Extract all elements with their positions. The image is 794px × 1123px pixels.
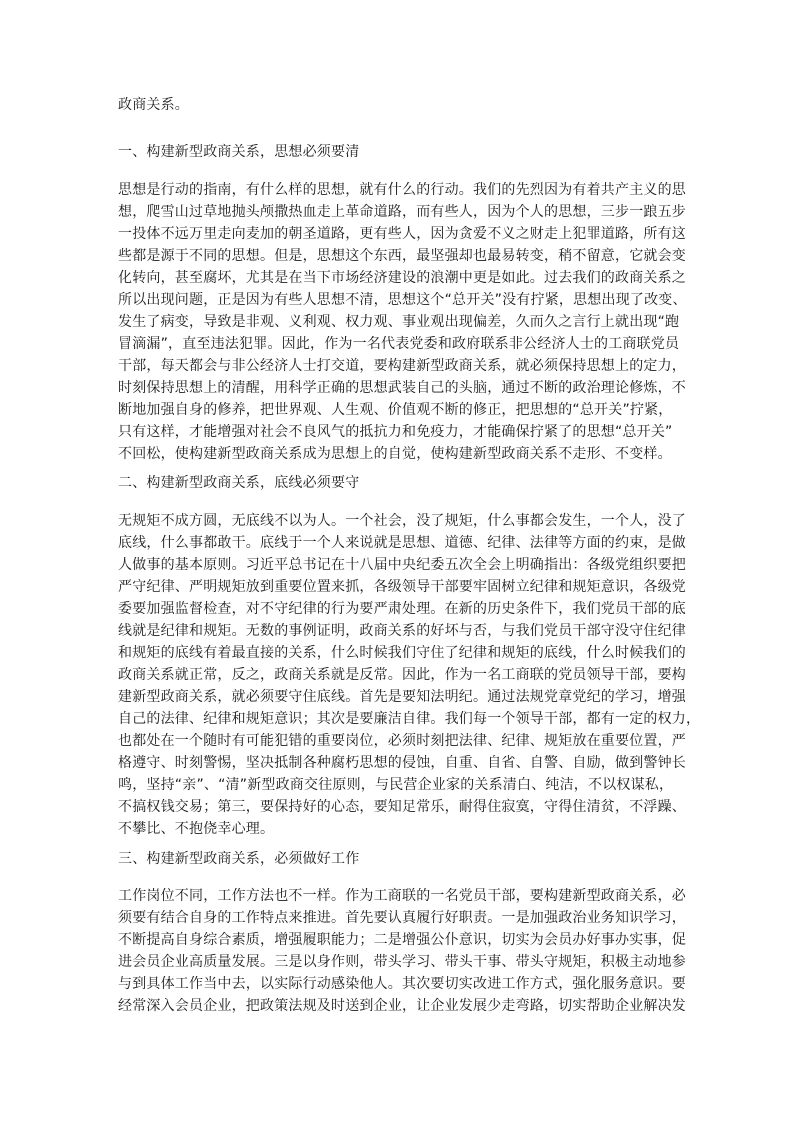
section-3-heading: 三、构建新型政商关系，必须做好工作 [118,851,360,867]
paragraph-line: 思想是行动的指南，有什么样的思想，就有什么的行动。我们的先烈因为有着共产主义的思 [118,182,686,198]
paragraph-line: 经常深入会员企业，把政策法规及时送到企业，让企业发展少走弯路，切实帮助企业解决发 [118,998,686,1014]
paragraph-line: 想，爬雪山过草地抛头颅撒热血走上革命道路，而有些人，因为个人的思想，三步一踉五步 [118,204,686,220]
paragraph-line: 不回松，使构建新型政商关系成为思想上的自觉，使构建新型政商关系不走形、不变样。 [118,446,672,462]
paragraph-line: 冒滴漏”，直至违法犯罪。因此，作为一名代表党委和政府联系非公经济人士的工商联党员 [118,336,680,352]
paragraph-line: 只有这样，才能增强对社会不良风气的抵抗力和免疫力，才能确保拧紧了的思想“总开关” [118,424,673,440]
paragraph-line: 一投体不远万里走向麦加的朝圣道路，更有些人，因为贪爱不义之财走上犯罪道路，所有这 [118,226,686,242]
paragraph-line: 与到具体工作当中去，以实际行动感染他人。其次要切实改进工作方式，强化服务意识。要 [118,976,686,992]
paragraph-line: 所以出现问题，正是因为有些人思想不清，思想这个“总开关”没有拧紧，思想出现了改变、 [118,292,687,308]
paragraph-line: 进会员企业高质量发展。三是以身作则，带头学习、带头干事、带头守规矩，积极主动地参 [118,954,686,970]
paragraph-line: 发生了病变，导致是非观、义利观、权力观、事业观出现偏差，久而久之言行上就出现“跑 [118,314,680,330]
paragraph-line: 和规矩的底线有着最直接的关系，什么时候我们守住了纪律和规矩的底线，什么时候我们的 [118,645,686,661]
paragraph-line: 工作岗位不同，工作方法也不一样。作为工商联的一名党员干部，要构建新型政商关系，必 [118,888,686,904]
paragraph-line: 不搞权钱交易；第三，要保持好的心态，要知足常乐，耐得住寂寞，守得住清贫，不浮躁、 [118,799,686,815]
paragraph-line: 须要有结合自身的工作特点来推进。首先要认真履行好职责。一是加强政治业务知识学习， [118,910,686,926]
section-2-heading: 二、构建新型政商关系，底线必须要守 [118,475,360,491]
paragraph-line: 鸣，坚持“亲”、“清”新型政商交往原则，与民营企业家的关系清白、纯洁，不以权谋私， [118,777,674,793]
paragraph-line: 干部，每天都会与非公经济人士打交道，要构建新型政商关系，就必须保持思想上的定力， [118,358,686,374]
paragraph-line: 不断提高自身综合素质，增强履职能力；二是增强公仆意识，切实为会员办好事办实事，促 [118,932,686,948]
paragraph-line: 断地加强自身的修养，把世界观、人生观、价值观不断的修正，把思想的“总开关”拧紧， [118,402,673,418]
paragraph-line: 些都是源于不同的思想。但是，思想这个东西，最坚强却也最易转变，稍不留意，它就会变 [118,248,686,264]
paragraph-line: 线就是纪律和规矩。无数的事例证明，政商关系的好坏与否，与我们党员干部守没守住纪律 [118,623,686,639]
paragraph-line: 底线，什么事都敢干。底线于一个人来说就是思想、道德、纪律、法律等方面的约束，是做 [118,535,686,551]
paragraph-line: 不攀比、不抱侥幸心理。 [118,821,275,837]
section-1-heading: 一、构建新型政商关系，思想必须要清 [118,144,360,160]
paragraph-line: 严守纪律、严明规矩放到重要位置来抓，各级领导干部要牢固树立纪律和规矩意识，各级党 [118,579,686,595]
paragraph-line: 自己的法律、纪律和规矩意识；其次是要廉洁自律。我们每一个领导干部，都有一定的权力， [118,711,701,727]
paragraph-line: 委要加强监督检查，对不守纪律的行为要严肃处理。在新的历史条件下，我们党员干部的底 [118,601,686,617]
paragraph-line: 格遵守、时刻警惕，坚决抵制各种腐朽思想的侵蚀，自重、自省、自警、自励，做到警钟长 [118,755,686,771]
paragraph-line: 建新型政商关系，就必须要守住底线。首先是要知法明纪。通过法规党章党纪的学习，增强 [118,689,686,705]
paragraph-line: 时刻保持思想上的清醒，用科学正确的思想武装自己的头脑，通过不断的政治理论修炼，不 [118,380,686,396]
intro-tail-text: 政商关系。 [118,97,189,113]
paragraph-line: 政商关系就正常，反之，政商关系就是反常。因此，作为一名工商联的党员领导干部，要构 [118,667,686,683]
paragraph-line: 人做事的基本原则。习近平总书记在十八届中央纪委五次全会上明确指出：各级党组织要把 [118,557,686,573]
paragraph-line: 也都处在一个随时有可能犯错的重要岗位，必须时刻把法律、纪律、规矩放在重要位置，严 [118,733,686,749]
paragraph-line: 化转向，甚至腐坏，尤其是在当下市场经济建设的浪潮中更是如此。过去我们的政商关系之 [118,270,686,286]
paragraph-line: 无规矩不成方圆，无底线不以为人。一个社会，没了规矩，什么事都会发生，一个人，没了 [118,513,686,529]
